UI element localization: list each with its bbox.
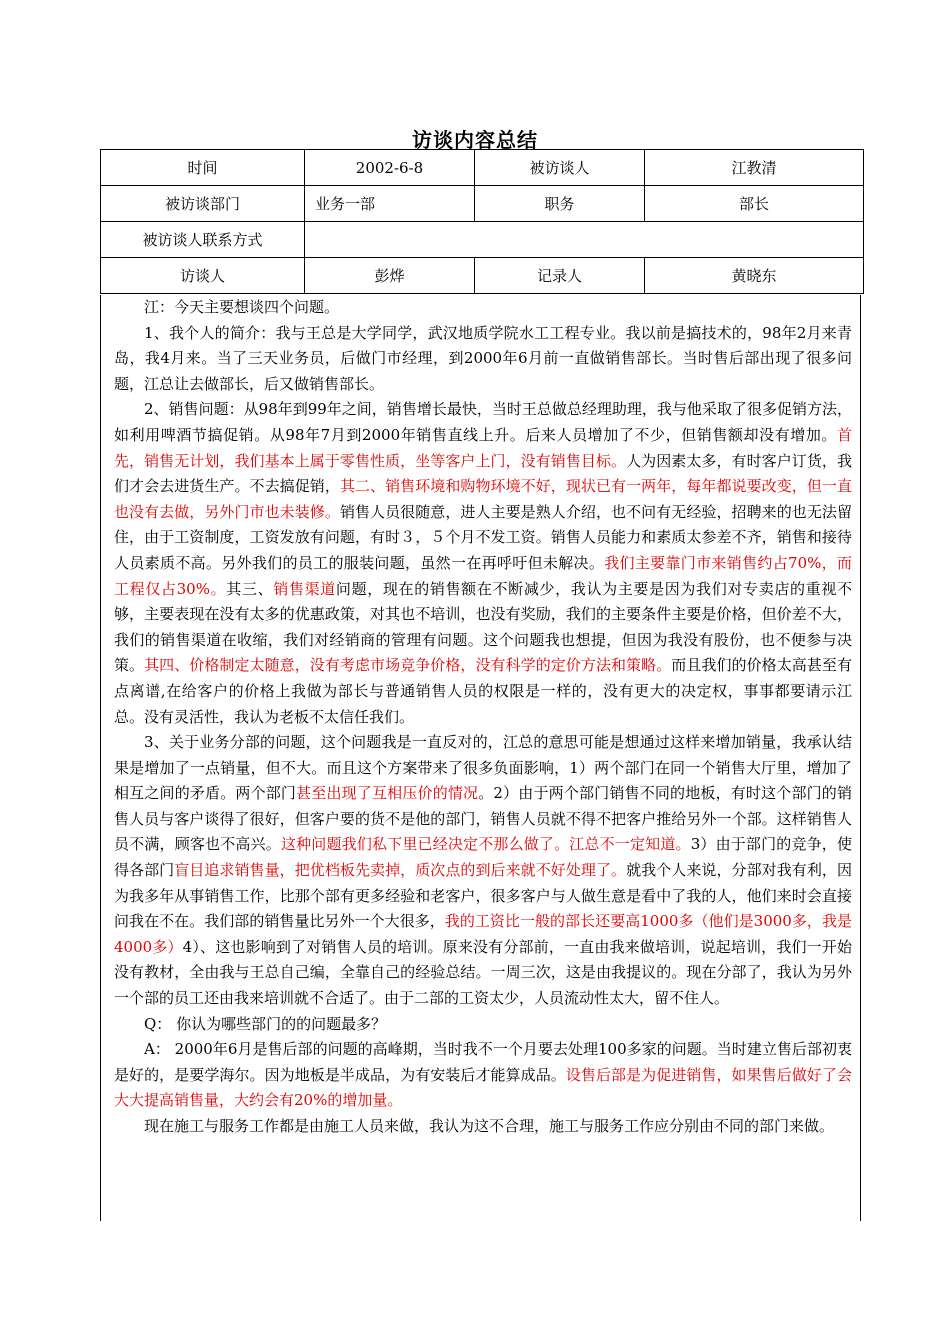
table-row [101,222,864,258]
highlight-span: 其二、销售环境和购物环境不好，现状已有一两年，每年都说要改变，但一直也没有去做，另外门市也未装修。 [114,477,852,521]
table-row [101,150,864,186]
position-label: 职务 [475,186,645,222]
text-span: 而且我们的价格太高甚至有点离谱,在给客户的价格上我做为部长与普通销售人员的权限是一样的，没有更大的决定权，事事都要请示江总。没有灵活性，我认为老板不太信任我们。 [114,656,852,726]
text-span: 销售人员很随意，进人主要是熟人介绍，也不问有无经验，招聘来的也无法留住，由于工资制度，工资发放有问题，有时３，５个月不发工资。销售人员能力和素质太参差不齐，销售和接待人员素质不高。另外我们的员工的服装问题，虽然一在再呼吁但未解决。 [114,502,852,572]
interview-content [101,295,860,1140]
text-span: A： 2000年6月是售后部的问题的高峰期，当时我不一个月要去处理100多家的问题。当时建立售后部初衷是好的，是要学海尔。因为地板是半成品，为有安装后才能算成品。 [114,1040,852,1084]
interviewer-label: 访谈人 [101,258,305,294]
position-value: 部长 [645,186,864,222]
text-span: 问题，现在的销售额在不断减少，我认为主要是因为我们对专卖店的重视不够，主要表现在没有太多的优惠政策，对其也不培训，也没有奖励，我们的主要条件主要是价格，但价差不大，我们的销售渠道在收缩，我们对经销商的管理有问题。这个问题我也想提，但因为我没有股份，也不便参与决策。 [114,579,852,675]
interviewee-value: 江教清 [645,150,864,186]
text-span: 2、销售问题：从98年到99年之间，销售增长最快，当时王总做总经理助理，我与他采取了很多促销方法，如利用啤酒节搞促销。从98年7月到2000年销售直线上升。后来人员增加了不少，但销售额却没有增加。 [114,400,852,444]
paragraph-sales-issues [114,397,852,730]
contact-value [305,222,864,258]
page-title: 访谈内容总结 [412,128,538,152]
highlight-span: 设售后部是为促进销售，如果售后做好了会大大提高销售量，大约会有20%的增加量。 [114,1065,852,1110]
table-row [101,186,864,222]
highlight-span: 这种问题我们私下里已经决定不那么做了。江总不一定知道。 [280,835,691,854]
question-paragraph: Q： 你认为哪些部门的的问题最多？ [144,1014,387,1033]
dept-label: 被访谈部门 [101,186,305,222]
interviewee-label: 被访谈人 [475,150,645,186]
text-span: 3）由于部门的竞争，使得各部门 [114,835,852,880]
text-span: 其三、 [226,579,274,598]
contact-label: 被访谈人联系方式 [101,222,305,258]
highlight-span: 首先，销售无计划，我们基本上属于零售性质，坐等客户上门，没有销售目标。 [114,425,852,470]
recorder-value: 黄晓东 [645,258,864,294]
highlight-span: 我们主要靠门市来销售约占70%，而工程仅占30%。 [114,553,853,598]
text-span: 3、关于业务分部的问题，这个问题我是一直反对的，江总的意思可能是想通过这样来增加销量，我承认结果是增加了一点销量，但不大。而且这个方案带来了很多负面影响，1）两个部门在同一个销售大厅里，增加了相互之间的矛盾。两个部门 [114,733,852,803]
interviewer-value: 彭烨 [305,258,475,294]
highlight-span: 销售渠道 [273,579,336,598]
text-span: 。2）由于两个部门销售不同的地板，有时这个部门的销售人员与客户谈得了很好，但客户要的货不是他的部门，销售人员就不得不把客户推给另外一个部。这样销售人员不满，顾客也不高兴。 [114,784,852,854]
paragraph-service: 现在施工与服务工作都是由施工人员来做，我认为这不合理，施工与服务工作应分别由不同的部门来做。 [144,1117,835,1135]
dept-value: 业务一部 [305,186,475,222]
highlight-span: 我的工资比一般的部长还要高1000多（他们是3000多，我是4000多） [114,912,852,956]
intro-paragraph: 江：今天主要想谈四个问题。 [144,298,340,316]
text-span: 人为因素太多，有时客户订货，我们才会去进货生产。不去搞促销， [114,451,852,496]
paragraph-branch-issues [114,730,852,1012]
text-span: 就我个人来说，分部对我有利，因为我多年从事销售工作，比那个部有更多经验和老客户，很多客户与人做生意是看中了我的人，他们来时会直接问我在不在。我们部的销售量比另外一个大很多， [114,861,852,931]
highlight-span: 甚至出现了互相压价的情况 [296,784,479,803]
paragraph-background: 1、我个人的简介：我与王总是大学同学，武汉地质学院水工工程专业。我以前是搞技术的，98年2月来青岛，我4月来。当了三天业务员，后做门市经理，到2000年6月前一直做销售部长。当时售后部出现了很多问题，江总让去做部长，后又做销售部长。 [114,323,852,393]
interview-content-box [100,295,861,1221]
highlight-span: 盲目追求销售量，把优档板先卖掉，质次点的到后来就不好处理了。 [174,861,627,880]
recorder-label: 记录人 [475,258,645,294]
info-table [100,149,864,294]
text-span: 4）、这也影响到了对销售人员的培训。原来没有分部前，一直由我来做培训，说起培训，我们一开始没有教材，全由我与王总自己编，全靠自己的经验总结。一周三次，这是由我提议的。现在分部了，我认为另外一个部的员工还由我来培训就不合适了。由于二部的工资太少，人员流动性太大，留不住人。 [114,937,852,1008]
time-value: 2002-6-8 [305,150,475,186]
answer-paragraph [114,1037,852,1114]
table-row [101,258,864,294]
highlight-span: 其四、价格制定太随意，没有考虑市场竞争价格，没有科学的定价方法和策略。 [144,656,672,675]
time-label: 时间 [101,150,305,186]
